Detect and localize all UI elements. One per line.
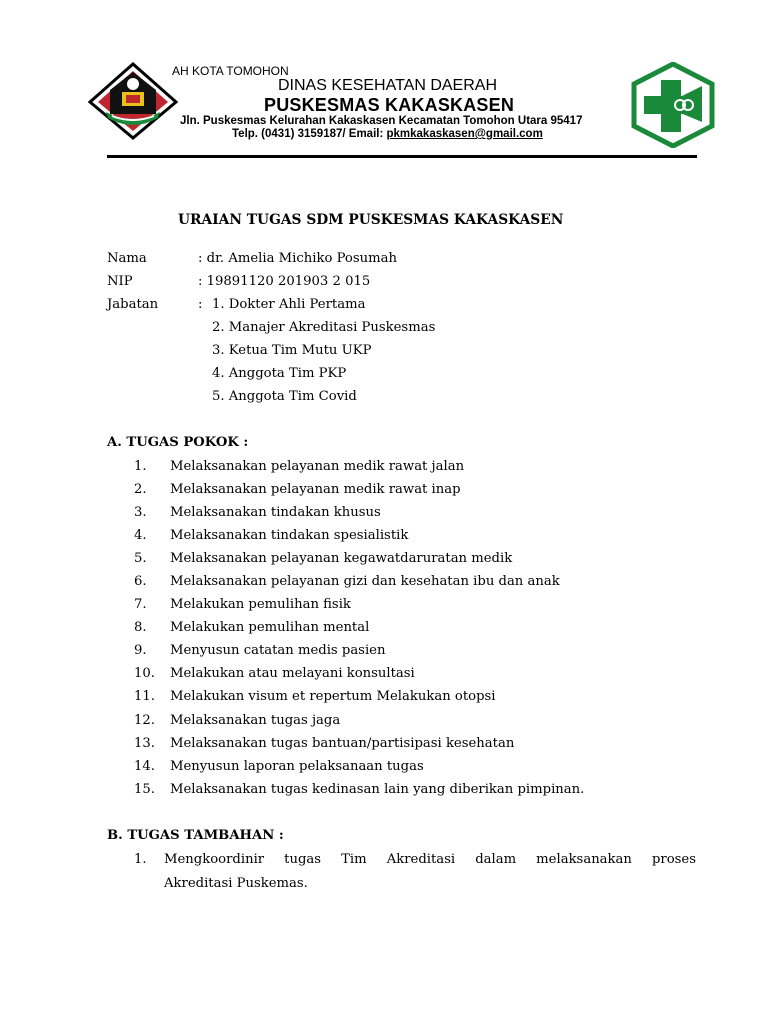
list-item: Melaksanakan tugas bantuan/partisipasi kesehatan [170,736,515,751]
list-item: Menyusun catatan medis pasien [170,643,386,658]
tugas-tambahan-heading: B. TUGAS TAMBAHAN : [107,828,284,843]
list-item: Melakukan pemulihan mental [170,620,370,635]
jabatan-item: 5. Anggota Tim Covid [212,389,357,404]
list-item: Melakukan visum et repertum Melakukan otopsi [170,689,496,704]
contact-prefix: Telp. (0431) 3159187/ Email: [232,128,387,140]
list-item: Melaksanakan tindakan spesialistik [170,528,409,543]
jabatan-item: 3. Ketua Tim Mutu UKP [212,343,372,358]
list-item-number: 5. [134,551,147,566]
list-item-number: 3. [134,505,147,520]
email-link[interactable]: pkmkakaskasen@gmail.com [386,128,543,140]
list-item-number: 9. [134,643,147,658]
list-item-number: 8. [134,620,147,635]
puskesmas-name: PUSKESMAS KAKASKASEN [264,95,515,115]
list-item-number: 1. [134,852,147,867]
nip-value: : 19891120 201903 2 015 [198,274,371,289]
list-item: Melakukan pemulihan fisik [170,597,351,612]
document-title: URAIAN TUGAS SDM PUSKESMAS KAKASKASEN [178,212,564,228]
list-item-number: 15. [134,782,155,797]
contact-line [232,128,543,140]
tomohon-city-crest-icon [88,62,178,140]
jabatan-colon: : [198,297,203,312]
tugas-pokok-heading: A. TUGAS POKOK : [107,435,249,450]
list-item-number: 13. [134,736,155,751]
list-item-number: 6. [134,574,147,589]
jabatan-label: Jabatan [107,297,159,312]
list-item: Melaksanakan tugas kedinasan lain yang diberikan pimpinan. [170,782,585,797]
jabatan-item: 4. Anggota Tim PKP [212,366,347,381]
list-item-number: 10. [134,666,155,681]
jabatan-item: 2. Manajer Akreditasi Puskesmas [212,320,436,335]
government-line: AH KOTA TOMOHON [172,64,289,78]
list-item-number: 4. [134,528,147,543]
list-item-number: 2. [134,482,147,497]
nama-value: : dr. Amelia Michiko Posumah [198,251,397,266]
list-item: Melaksanakan pelayanan gizi dan kesehatan ibu dan anak [170,574,560,589]
list-item: Menyusun laporan pelaksanaan tugas [170,759,424,774]
list-item: Melakukan atau melayani konsultasi [170,666,415,681]
list-item: Melaksanakan tugas jaga [170,713,341,728]
agency-name: DINAS KESEHATAN DAERAH [278,77,498,94]
list-item: Melaksanakan pelayanan medik rawat inap [170,482,461,497]
list-item: Mengkoordinir tugas Tim Akreditasi dalam melaksanakan proses [164,852,696,867]
jabatan-item: 1. Dokter Ahli Pertama [212,297,366,312]
list-item: Melaksanakan pelayanan kegawatdaruratan medik [170,551,513,566]
address-line: Jln. Puskesmas Kelurahan Kakaskasen Kecamatan Tomohon Utara 95417 [180,115,583,127]
list-item-number: 1. [134,459,147,474]
list-item-number: 7. [134,597,147,612]
nama-label: Nama [107,251,147,266]
nip-label: NIP [107,274,133,289]
list-item-number: 12. [134,713,155,728]
header-divider [107,155,697,158]
list-item: Melaksanakan pelayanan medik rawat jalan [170,459,465,474]
puskesmas-green-cross-icon [630,62,716,148]
list-item-continuation: Akreditasi Puskemas. [164,876,308,891]
list-item-number: 11. [134,689,155,704]
list-item-number: 14. [134,759,155,774]
list-item: Melaksanakan tindakan khusus [170,505,381,520]
